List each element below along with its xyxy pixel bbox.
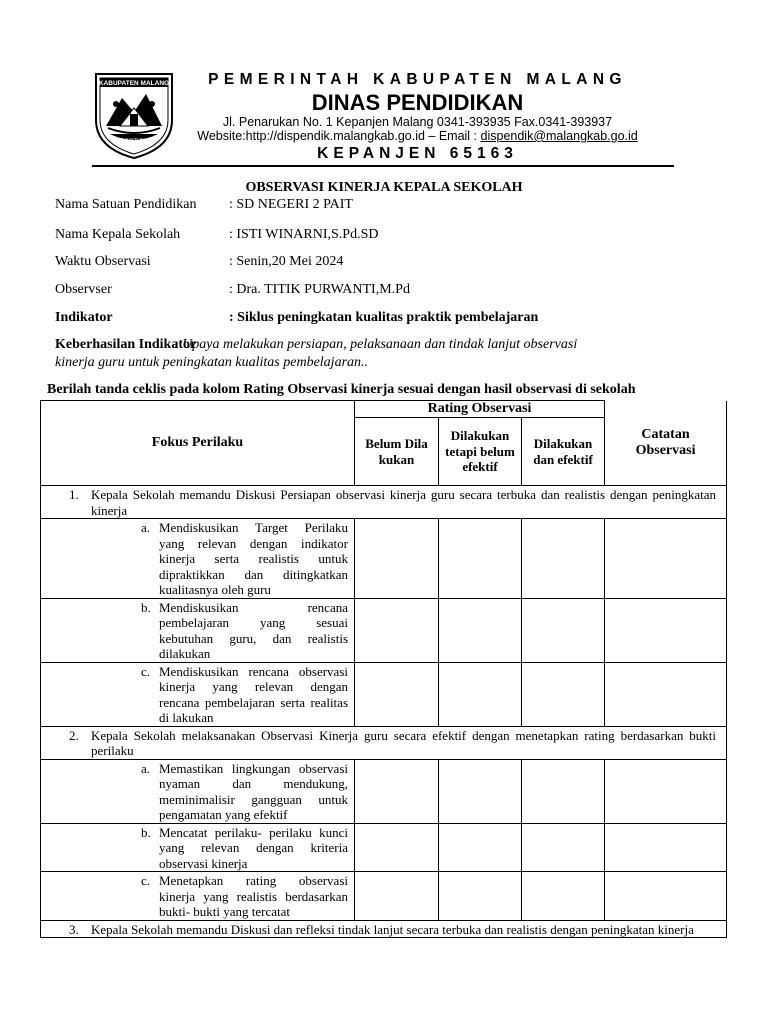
government-name: PEMERINTAH KABUPATEN MALANG bbox=[208, 71, 627, 88]
col-header-belum: Belum Dilakukan bbox=[355, 418, 439, 486]
city-postcode: KEPANJEN 65163 bbox=[317, 145, 518, 162]
check-efektif[interactable] bbox=[522, 872, 605, 921]
item-2a: a. Memastikan lingkungan observasi nyaman dan mendukung, meminimalisir gangguan untuk pengamatan yang efektif bbox=[41, 759, 355, 823]
check-tetapi[interactable] bbox=[439, 662, 522, 726]
section-2-cell: 2. Kepala Sekolah melaksanakan Observasi Kinerja guru secara efektif dengan menetapkan rating berdasarkan bukti perilaku bbox=[41, 726, 727, 759]
waktu-label: Waktu Observasi bbox=[55, 254, 151, 269]
check-tetapi[interactable] bbox=[439, 759, 522, 823]
table-row bbox=[41, 823, 727, 872]
check-efektif[interactable] bbox=[522, 759, 605, 823]
table-row bbox=[41, 519, 727, 599]
address: Jl. Penarukan No. 1 Kepanjen Malang 0341-393935 Fax.0341-393937 bbox=[222, 115, 613, 129]
keberhasilan-value-line2: kinerja guru untuk peningkatan kualitas pembelajaran.. bbox=[55, 355, 369, 370]
table-row bbox=[41, 872, 727, 921]
email-link[interactable]: dispendik@malangkab.go.id bbox=[480, 129, 638, 143]
observer-label: Observser bbox=[55, 282, 112, 297]
kabupaten-malang-logo bbox=[92, 68, 176, 160]
svg-text:TATAG BAKTI RAHAYU: TATAG BAKTI RAHAYU bbox=[110, 137, 158, 142]
indikator-value: : Siklus peningkatan kualitas praktik pembelajaran bbox=[229, 310, 539, 325]
check-efektif[interactable] bbox=[522, 519, 605, 599]
check-tetapi[interactable] bbox=[439, 519, 522, 599]
col-header-catatan: Catatan Observasi bbox=[605, 401, 727, 486]
table-body bbox=[41, 486, 727, 938]
satuan-label: Nama Satuan Pendidikan bbox=[55, 197, 197, 212]
instruction-text: Berilah tanda ceklis pada kolom Rating Observasi kinerja sesuai dengan hasil observasi di sekolah bbox=[47, 382, 636, 397]
check-efektif[interactable] bbox=[522, 823, 605, 872]
svg-text:KABUPATEN MALANG: KABUPATEN MALANG bbox=[98, 80, 170, 87]
observation-table bbox=[40, 400, 727, 938]
observer-value: : Dra. TITIK PURWANTI,M.Pd bbox=[229, 282, 410, 297]
table-row bbox=[41, 759, 727, 823]
col-header-fokus: Fokus Perilaku bbox=[41, 401, 355, 486]
check-tetapi[interactable] bbox=[439, 823, 522, 872]
keberhasilan-value-line1: : Upaya melakukan persiapan, pelaksanaan dan tindak lanjut observasi bbox=[174, 337, 578, 352]
website-text: Website:http://dispendik.malangkab.go.id – Email : bbox=[197, 129, 481, 143]
item-1b: b. Mendiskusikan rencana pembelajaran yang sesuai kebutuhan guru, dan realistis dilakukan bbox=[41, 598, 355, 662]
item-1a: a. Mendiskusikan Target Perilaku yang relevan dengan indikator kinerja serta realistis untuk dipraktikkan dan ditingkatkan kualitasnya oleh guru bbox=[41, 519, 355, 599]
catatan-cell[interactable] bbox=[605, 662, 727, 726]
catatan-cell[interactable] bbox=[605, 872, 727, 921]
col-header-efektif: Dilakukan dan efektif bbox=[522, 418, 605, 486]
check-tetapi[interactable] bbox=[439, 598, 522, 662]
table-header-row bbox=[41, 401, 727, 418]
keberhasilan-label: Keberhasilan Indikator bbox=[55, 337, 197, 352]
col-header-rating: Rating Observasi bbox=[355, 401, 605, 418]
check-belum[interactable] bbox=[355, 519, 439, 599]
catatan-cell[interactable] bbox=[605, 598, 727, 662]
section-1-cell: 1. Kepala Sekolah memandu Diskusi Persiapan observasi kinerja guru secara terbuka dan realistis dengan peningkatan kinerja bbox=[41, 486, 727, 519]
section-row bbox=[41, 486, 727, 519]
indikator-label: Indikator bbox=[55, 310, 113, 325]
check-belum[interactable] bbox=[355, 823, 439, 872]
waktu-value: : Senin,20 Mei 2024 bbox=[229, 254, 344, 269]
kepsek-label: Nama Kepala Sekolah bbox=[55, 227, 181, 242]
item-2c: c. Menetapkan rating observasi kinerja yang realistis berdasarkan bukti- bukti yang tercatat bbox=[41, 872, 355, 921]
satuan-value: : SD NEGERI 2 PAIT bbox=[229, 197, 353, 212]
check-belum[interactable] bbox=[355, 598, 439, 662]
section-3-cell: 3. Kepala Sekolah memandu Diskusi dan refleksi tindak lanjut secara terbuka dan realistis dengan peningkatan kinerja bbox=[41, 920, 727, 938]
kepsek-value: : ISTI WINARNI,S.Pd.SD bbox=[229, 227, 379, 242]
item-1c: c. Mendiskusikan rencana observasi kinerja yang relevan dengan rencana pembelajaran serta realitas di lakukan bbox=[41, 662, 355, 726]
department-name: DINAS PENDIDIKAN bbox=[311, 90, 524, 115]
header-divider bbox=[92, 165, 674, 167]
check-efektif[interactable] bbox=[522, 598, 605, 662]
check-belum[interactable] bbox=[355, 872, 439, 921]
catatan-cell[interactable] bbox=[605, 823, 727, 872]
section-row bbox=[41, 726, 727, 759]
catatan-cell[interactable] bbox=[605, 759, 727, 823]
check-efektif[interactable] bbox=[522, 662, 605, 726]
table-row bbox=[41, 662, 727, 726]
check-belum[interactable] bbox=[355, 662, 439, 726]
catatan-cell[interactable] bbox=[605, 519, 727, 599]
section-row bbox=[41, 920, 727, 938]
website-line bbox=[190, 129, 645, 143]
check-tetapi[interactable] bbox=[439, 872, 522, 921]
document-title: OBSERVASI KINERJA KEPALA SEKOLAH bbox=[245, 180, 523, 195]
col-header-tetapi: Dilakukan tetapi belum efektif bbox=[439, 418, 522, 486]
item-2b: b. Mencatat perilaku- perilaku kunci yang relevan dengan kriteria observasi kinerja bbox=[41, 823, 355, 872]
table-row bbox=[41, 598, 727, 662]
check-belum[interactable] bbox=[355, 759, 439, 823]
